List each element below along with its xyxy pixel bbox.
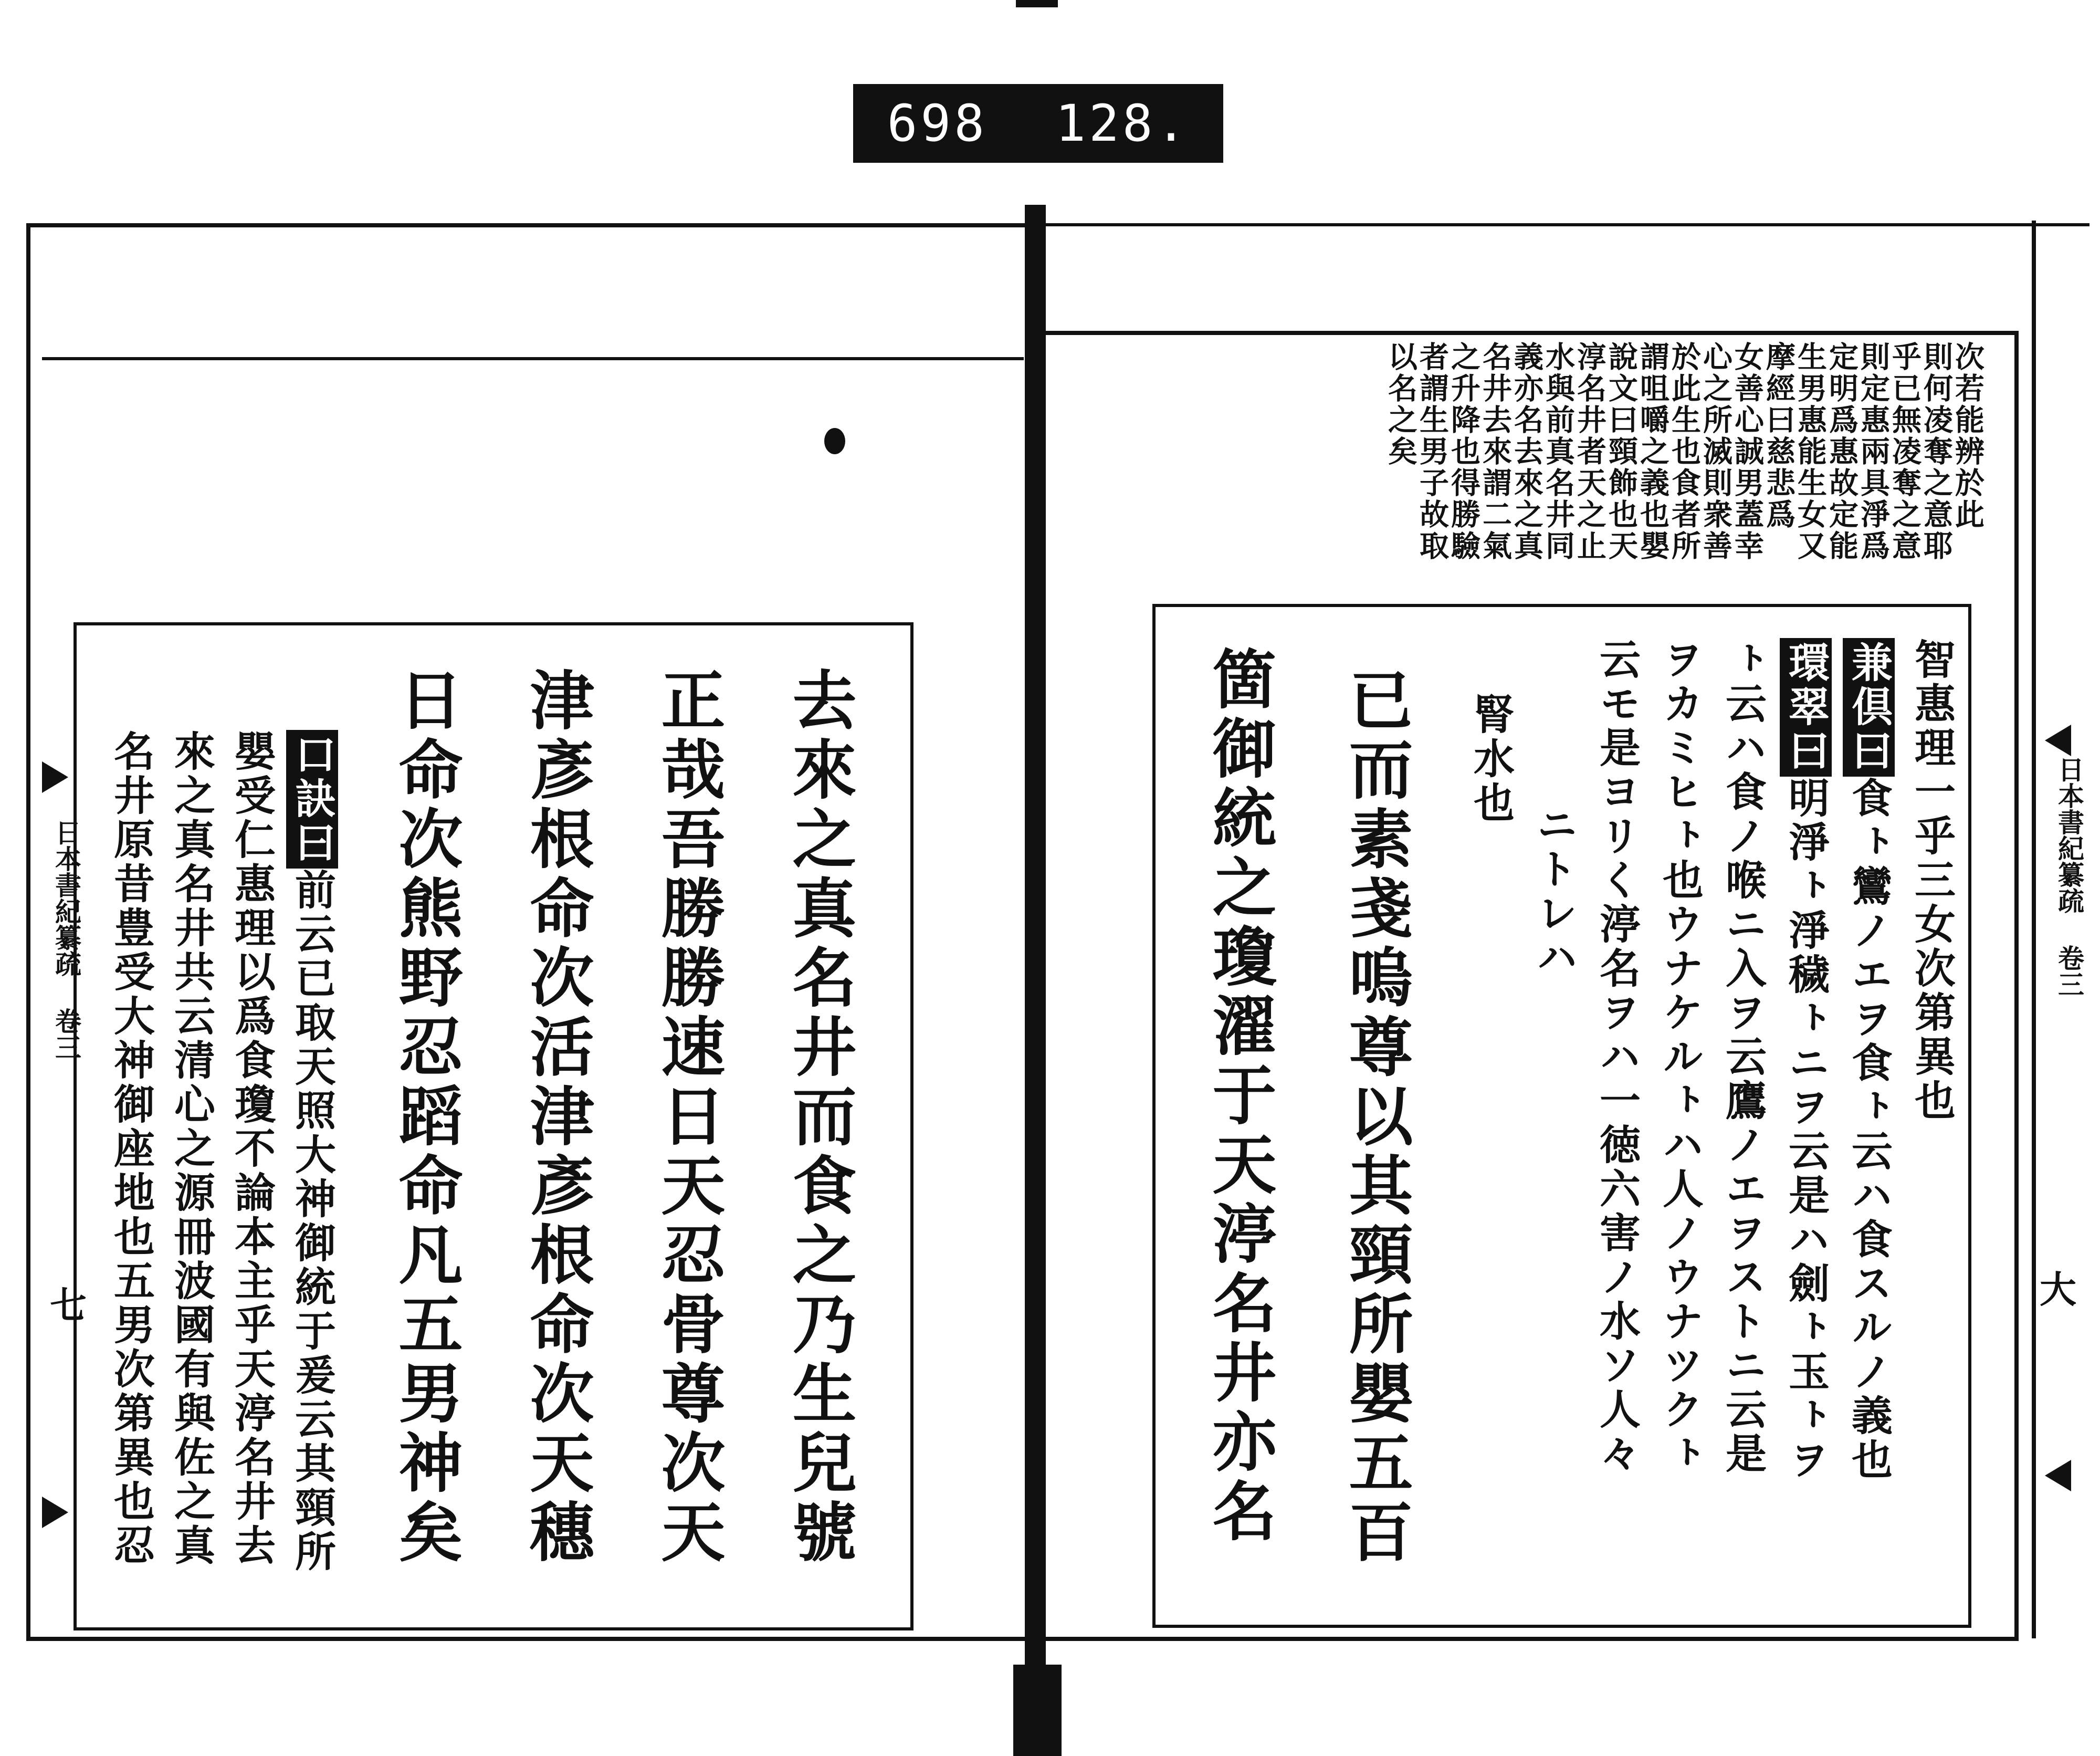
kuketsu-text-1: 前云已取天照大神御統于爰云其頸所 xyxy=(288,869,336,1574)
right-main-column-4: ㇳ云ハ食ノ喉ニ入ヲ云鷹ノエヲストニ云是 xyxy=(1719,638,1767,1476)
right-commentary-column-4: 則定惠兩具淨爲 xyxy=(1856,341,1891,562)
right-commentary-column-15: 義亦名去來之真 xyxy=(1509,341,1544,562)
kanegu-tag: 兼倶曰 xyxy=(1843,638,1895,777)
right-commentary-column-6: 生男惠能生女又 xyxy=(1793,341,1828,562)
kuketsu-tag: 口訣曰 xyxy=(286,730,338,869)
right-commentary-column-7: 摩經曰慈悲爲 xyxy=(1761,341,1796,530)
right-margin-page-number: 大 xyxy=(2040,1268,2076,1311)
right-main-column-6: 云モ是ヨリく渟名ヲハ一徳六害ノ水ソ人々 xyxy=(1593,638,1641,1476)
left-small-column-2: 嬰受仁惠理以爲食瓊不論本主乎天渟名井去 xyxy=(228,730,276,1568)
right-commentary-column-1: 次若能辨於此 xyxy=(1950,341,1985,530)
left-large-column-3: 津彥根命次活津彥根命次天穗 xyxy=(519,667,595,1568)
right-commentary-column-10: 於此生也食者所 xyxy=(1667,341,1702,562)
top-edge-mark xyxy=(1016,0,1058,7)
left-large-column-2: 正哉吾勝勝速日天忍骨尊次天 xyxy=(650,667,726,1568)
left-small-column-4: 名井原昔豊受大神御座地也五男次第異也忍 xyxy=(107,730,155,1568)
right-edge-rule xyxy=(2032,221,2036,1638)
right-commentary-column-2: 則何凌奪之意耶 xyxy=(1919,341,1954,562)
right-commentary-column-19: 以名之矣 xyxy=(1383,341,1418,467)
ink-speck xyxy=(824,428,845,454)
right-main-column-1: 智惠理一乎三女次第異也 xyxy=(1908,638,1956,1123)
right-commentary-column-14: 水與前真名井同 xyxy=(1541,341,1576,562)
left-margin-title: 日本書紀纂疏 卷三 xyxy=(51,819,82,1060)
right-commentary-column-17: 之升降也得勝驗 xyxy=(1446,341,1481,562)
catalog-number-label xyxy=(853,84,1223,163)
right-commentary-column-18: 者謂生男子故取 xyxy=(1415,341,1450,562)
right-fish-tail-ornament-bottom xyxy=(2045,1460,2071,1491)
catalog-number-left: 698 xyxy=(887,94,988,153)
catalog-number-right: 128. xyxy=(1055,94,1190,153)
right-main-column-8: 腎水也 xyxy=(1467,693,1515,825)
left-small-column-3: 來之真名井共云清心之源冊波國有與佐之真 xyxy=(167,730,215,1568)
right-large-column-1: 已而素戔嗚尊以其頸所嬰五百 xyxy=(1338,667,1414,1568)
right-commentary-column-13: 淳名井者天之止 xyxy=(1572,341,1607,562)
right-main-column-3 xyxy=(1782,638,1830,1482)
left-large-column-4: 日命次熊野忍蹈命凡五男神矣 xyxy=(388,667,464,1568)
right-main-text-3: 明淨ㇳ淨穢ㇳニヲ云是ハ劍ㇳ玉ㇳヲ xyxy=(1782,777,1830,1482)
left-small-column-1 xyxy=(288,730,336,1574)
right-large-column-2: 箇御統之瓊濯于天渟名井亦名 xyxy=(1202,646,1277,1547)
left-fish-tail-ornament-bottom xyxy=(42,1497,68,1528)
right-commentary-column-8: 女善心誠男蓋幸 xyxy=(1730,341,1765,562)
left-margin-page-number: 七 xyxy=(50,1283,87,1327)
kansui-tag: 環翠曰 xyxy=(1780,638,1832,777)
right-margin-title: 日本書紀纂疏 卷三 xyxy=(2054,756,2085,997)
right-commentary-column-3: 乎已無凌奪之意 xyxy=(1887,341,1922,562)
right-commentary-column-11: 謂咀嚼之義也嬰 xyxy=(1635,341,1670,562)
right-commentary-column-16: 名井去來謂二氣 xyxy=(1478,341,1513,562)
right-main-column-2 xyxy=(1845,638,1893,1482)
left-large-column-1: 去來之真名井而食之乃生兒號 xyxy=(782,667,857,1568)
right-main-text-2: 食ㇳ鸞ノエヲ食ㇳ云ハ食スルノ義也 xyxy=(1845,777,1893,1482)
right-commentary-column-9: 心之所滅則衆善 xyxy=(1698,341,1733,562)
right-commentary-column-5: 定明爲惠故定能 xyxy=(1824,341,1859,562)
left-fish-tail-ornament-top xyxy=(42,761,68,793)
spine-clip xyxy=(1013,1665,1062,1756)
left-top-rule xyxy=(42,357,1024,360)
right-main-column-7: ニトレハ xyxy=(1530,803,1578,980)
right-commentary-column-12: 說文曰頸飾也天 xyxy=(1604,341,1639,562)
right-main-column-5: ヲカミヒㇳ也ウナケルㇳハ人ノウナツクㇳ xyxy=(1656,638,1704,1476)
right-fish-tail-ornament-top xyxy=(2045,725,2071,756)
